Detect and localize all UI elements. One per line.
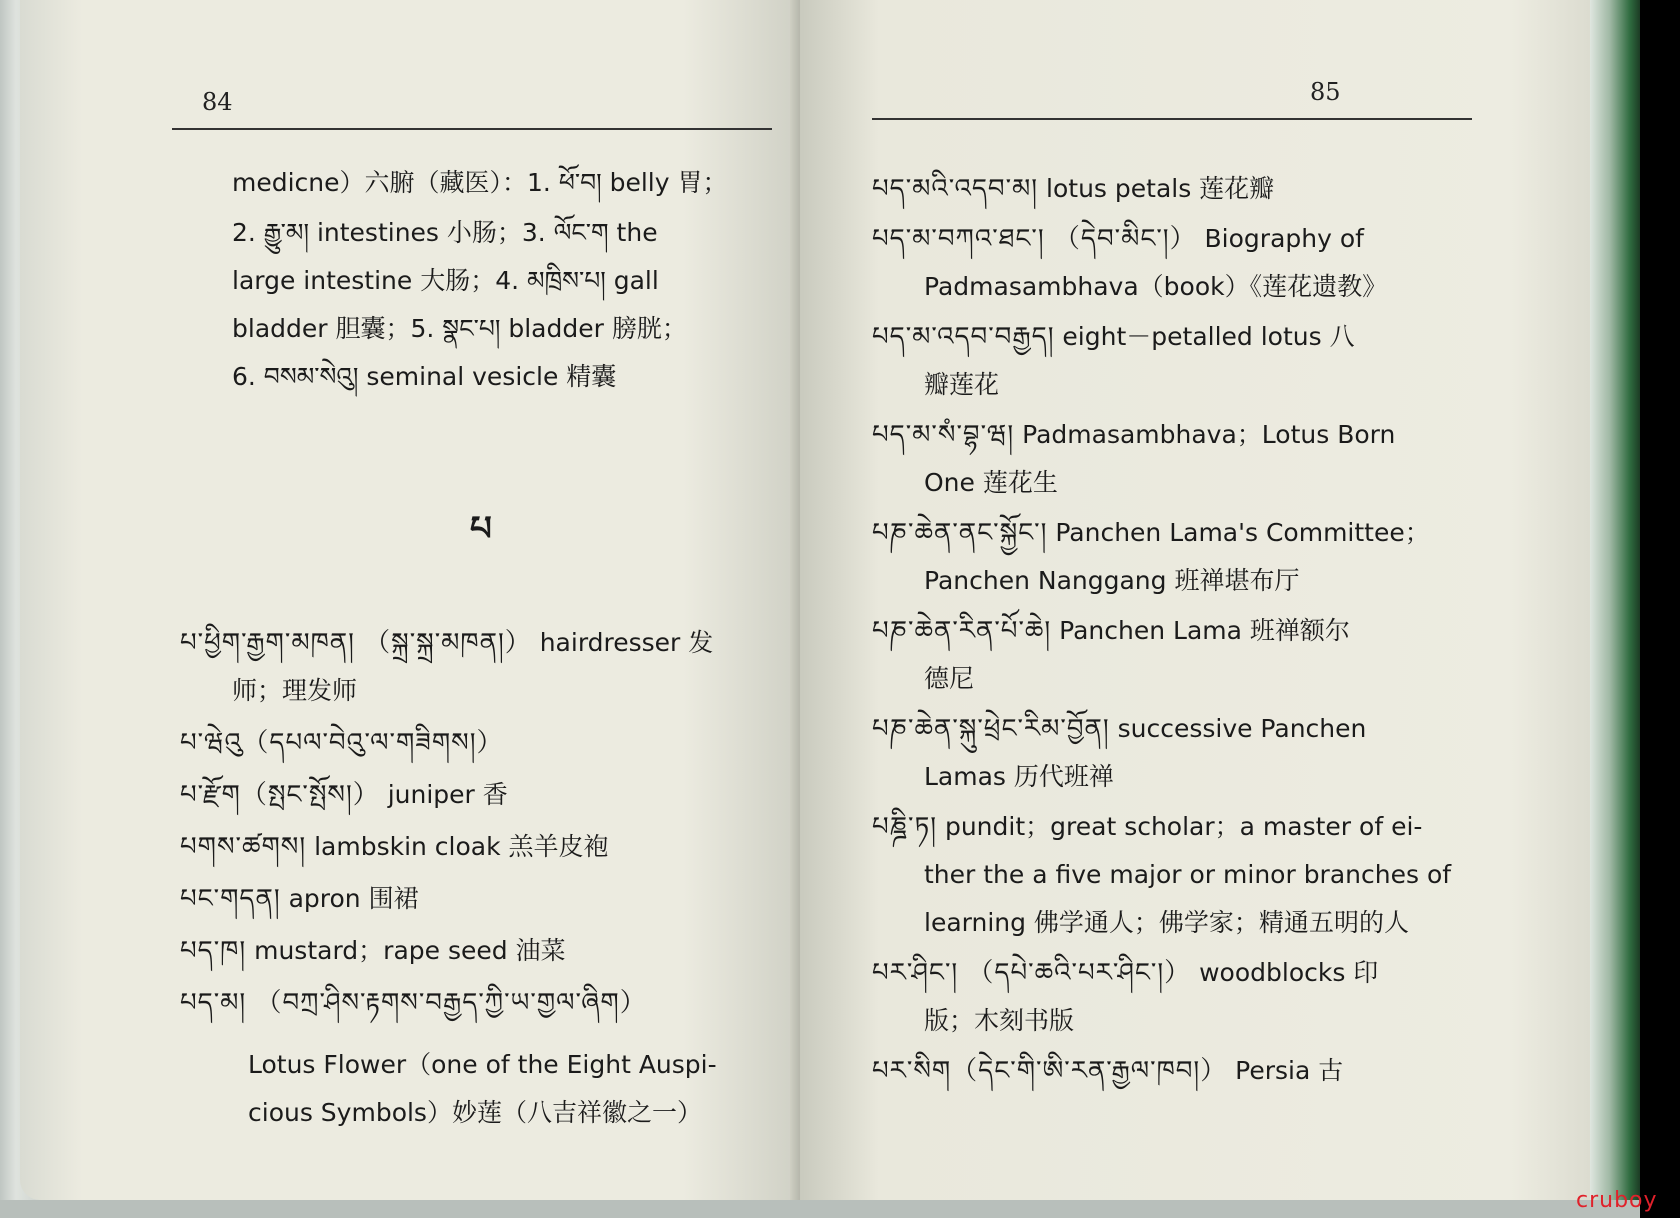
entry-gloss: Panchen Lama's Committee； bbox=[1055, 518, 1430, 547]
entry-gloss: Biography of bbox=[1204, 224, 1364, 253]
right-page bbox=[800, 0, 1590, 1200]
letter-heading: པ bbox=[470, 509, 492, 549]
entry-biography bbox=[872, 214, 1364, 264]
entry-gloss: Persia 古 bbox=[1235, 1056, 1344, 1085]
left-line-4: bladder 胆囊；5. སྣང་པ། bladder 膀胱； bbox=[232, 314, 687, 343]
entry-gloss: hairdresser 发 bbox=[539, 628, 714, 657]
right-page-number: 85 bbox=[1310, 78, 1341, 106]
left-page bbox=[20, 0, 800, 1200]
entry-gloss: pundit；great scholar；a master of ei- bbox=[944, 812, 1423, 841]
entry-pundit bbox=[872, 802, 1422, 852]
entry-padmasambhava-cont: One 莲花生 bbox=[924, 468, 1058, 497]
entry-biography-cont: Padmasambhava（book）《莲花遗教》 bbox=[924, 272, 1388, 301]
entry-headword: པཎ་ཆེན་སྐུ་ཕྲེང་རིམ་བྱོན། bbox=[872, 714, 1110, 744]
right-header-rule bbox=[872, 118, 1472, 120]
entry-panchen-lama bbox=[872, 606, 1350, 656]
left-line-2: 2. རྒྱུ་མ། intestines 小肠；3. ལོང་ག the bbox=[232, 218, 658, 247]
book-cover-edge bbox=[1590, 0, 1640, 1218]
entry-headword: པད་མ་བཀའ་ཐང་། （དེབ་མིང་།） bbox=[872, 224, 1197, 254]
entry-gloss: eight－petalled lotus 八 bbox=[1062, 322, 1355, 351]
entry-headword: པ་ཕྱིག་རྒྱག་མཁན། （སྐྲ་སྐྲ་མཁན།） bbox=[180, 628, 532, 658]
entry-headword: པཎ་ཆེན་རིན་པོ་ཆེ། bbox=[872, 616, 1052, 646]
entry-pundit-cont-2: learning 佛学通人；佛学家；精通五明的人 bbox=[924, 908, 1409, 937]
entry-gloss: successive Panchen bbox=[1117, 714, 1367, 743]
watermark-text: cruboy bbox=[1576, 1188, 1658, 1213]
entry-woodblocks bbox=[872, 948, 1378, 998]
entry-headword: པཎྜི་ཏ། bbox=[872, 812, 938, 842]
entry-paweu bbox=[180, 718, 504, 768]
entry-panchen-lama-cont: 德尼 bbox=[924, 664, 975, 693]
entry-headword: པར་ཤིང་། （དཔེ་ཆའི་པར་ཤིང་།） bbox=[872, 958, 1192, 988]
scan-border bbox=[1640, 0, 1680, 1218]
entry-padmasambhava bbox=[872, 410, 1395, 460]
entry-gloss: mustard；rape seed 油菜 bbox=[254, 936, 566, 965]
entry-woodblocks-cont: 版；木刻书版 bbox=[924, 1006, 1075, 1035]
left-header-rule bbox=[172, 128, 772, 130]
entry-panchen-committee bbox=[872, 508, 1430, 558]
entry-gloss: woodblocks 印 bbox=[1199, 958, 1379, 987]
left-line-3: large intestine 大肠；4. མཁྲིས་པ། gall bbox=[232, 266, 659, 295]
entry-apron bbox=[180, 874, 419, 924]
left-line-5: 6. བསམ་སེའུ། seminal vesicle 精囊 bbox=[232, 362, 617, 391]
entry-gloss: Padmasambhava；Lotus Born bbox=[1022, 420, 1396, 449]
entry-gloss: Panchen Lama 班禅额尔 bbox=[1059, 616, 1350, 645]
entry-mustard bbox=[180, 926, 566, 976]
entry-successive-panchen-cont: Lamas 历代班禅 bbox=[924, 762, 1114, 791]
page-edges-bottom bbox=[0, 1200, 1640, 1218]
entry-headword: པང་གདན། bbox=[180, 884, 281, 914]
entry-headword: པད་མའི་འདབ་མ། bbox=[872, 174, 1039, 204]
entry-headword: པཎ་ཆེན་ནང་སྐྱོང་། bbox=[872, 518, 1048, 548]
entry-hairdresser-cont: 师；理发师 bbox=[232, 676, 358, 705]
entry-lotus bbox=[180, 978, 647, 1028]
entry-gloss: lotus petals 莲花瓣 bbox=[1046, 174, 1275, 203]
entry-headword: པད་མ་སཾ་བྷ་ཝ། bbox=[872, 420, 1015, 450]
entry-panchen-committee-cont: Panchen Nanggang 班禅堪布厅 bbox=[924, 566, 1300, 595]
entry-juniper bbox=[180, 770, 508, 820]
entry-gloss: apron 围裙 bbox=[288, 884, 419, 913]
entry-lotus-cont-1: Lotus Flower（one of the Eight Auspi- bbox=[248, 1050, 717, 1079]
entry-headword: པ་ཝེའུ（དཔལ་བེའུ་ལ་གཟིགས།） bbox=[180, 728, 504, 758]
entry-headword: པད་མ། （བཀྲ་ཤིས་རྟགས་བརྒྱད་ཀྱི་ཡ་གྱལ་ཞིག） bbox=[180, 988, 647, 1018]
entry-gloss: lambskin cloak 羔羊皮袍 bbox=[314, 832, 609, 861]
entry-headword: པད་མ་འདབ་བརྒྱད། bbox=[872, 322, 1055, 352]
entry-headword: པགས་ཚགས། bbox=[180, 832, 307, 862]
entry-persia bbox=[872, 1046, 1343, 1096]
left-line-1: medicne）六腑（藏医）：1. ཕོ་བ། belly 胃； bbox=[232, 168, 728, 197]
entry-gloss: juniper 香 bbox=[387, 780, 508, 809]
entry-hairdresser bbox=[180, 618, 713, 668]
entry-headword: པད་ཁ། bbox=[180, 936, 247, 966]
entry-headword: པ་རྫོག（སྤང་སྤོས།） bbox=[180, 780, 380, 810]
left-page-number: 84 bbox=[202, 88, 233, 116]
entry-lotus-petals bbox=[872, 164, 1274, 214]
entry-successive-panchen bbox=[872, 704, 1366, 754]
entry-lambskin bbox=[180, 822, 609, 872]
entry-pundit-cont-1: ther the a five major or minor branches of bbox=[924, 860, 1452, 889]
entry-eight-petalled bbox=[872, 312, 1355, 362]
entry-eight-petalled-cont: 瓣莲花 bbox=[924, 370, 1000, 399]
entry-lotus-cont-2: cious Symbols）妙莲（八吉祥徽之一） bbox=[248, 1098, 702, 1127]
entry-headword: པར་སིག（དེང་གི་ཨི་རན་རྒྱལ་ཁབ།） bbox=[872, 1056, 1228, 1086]
